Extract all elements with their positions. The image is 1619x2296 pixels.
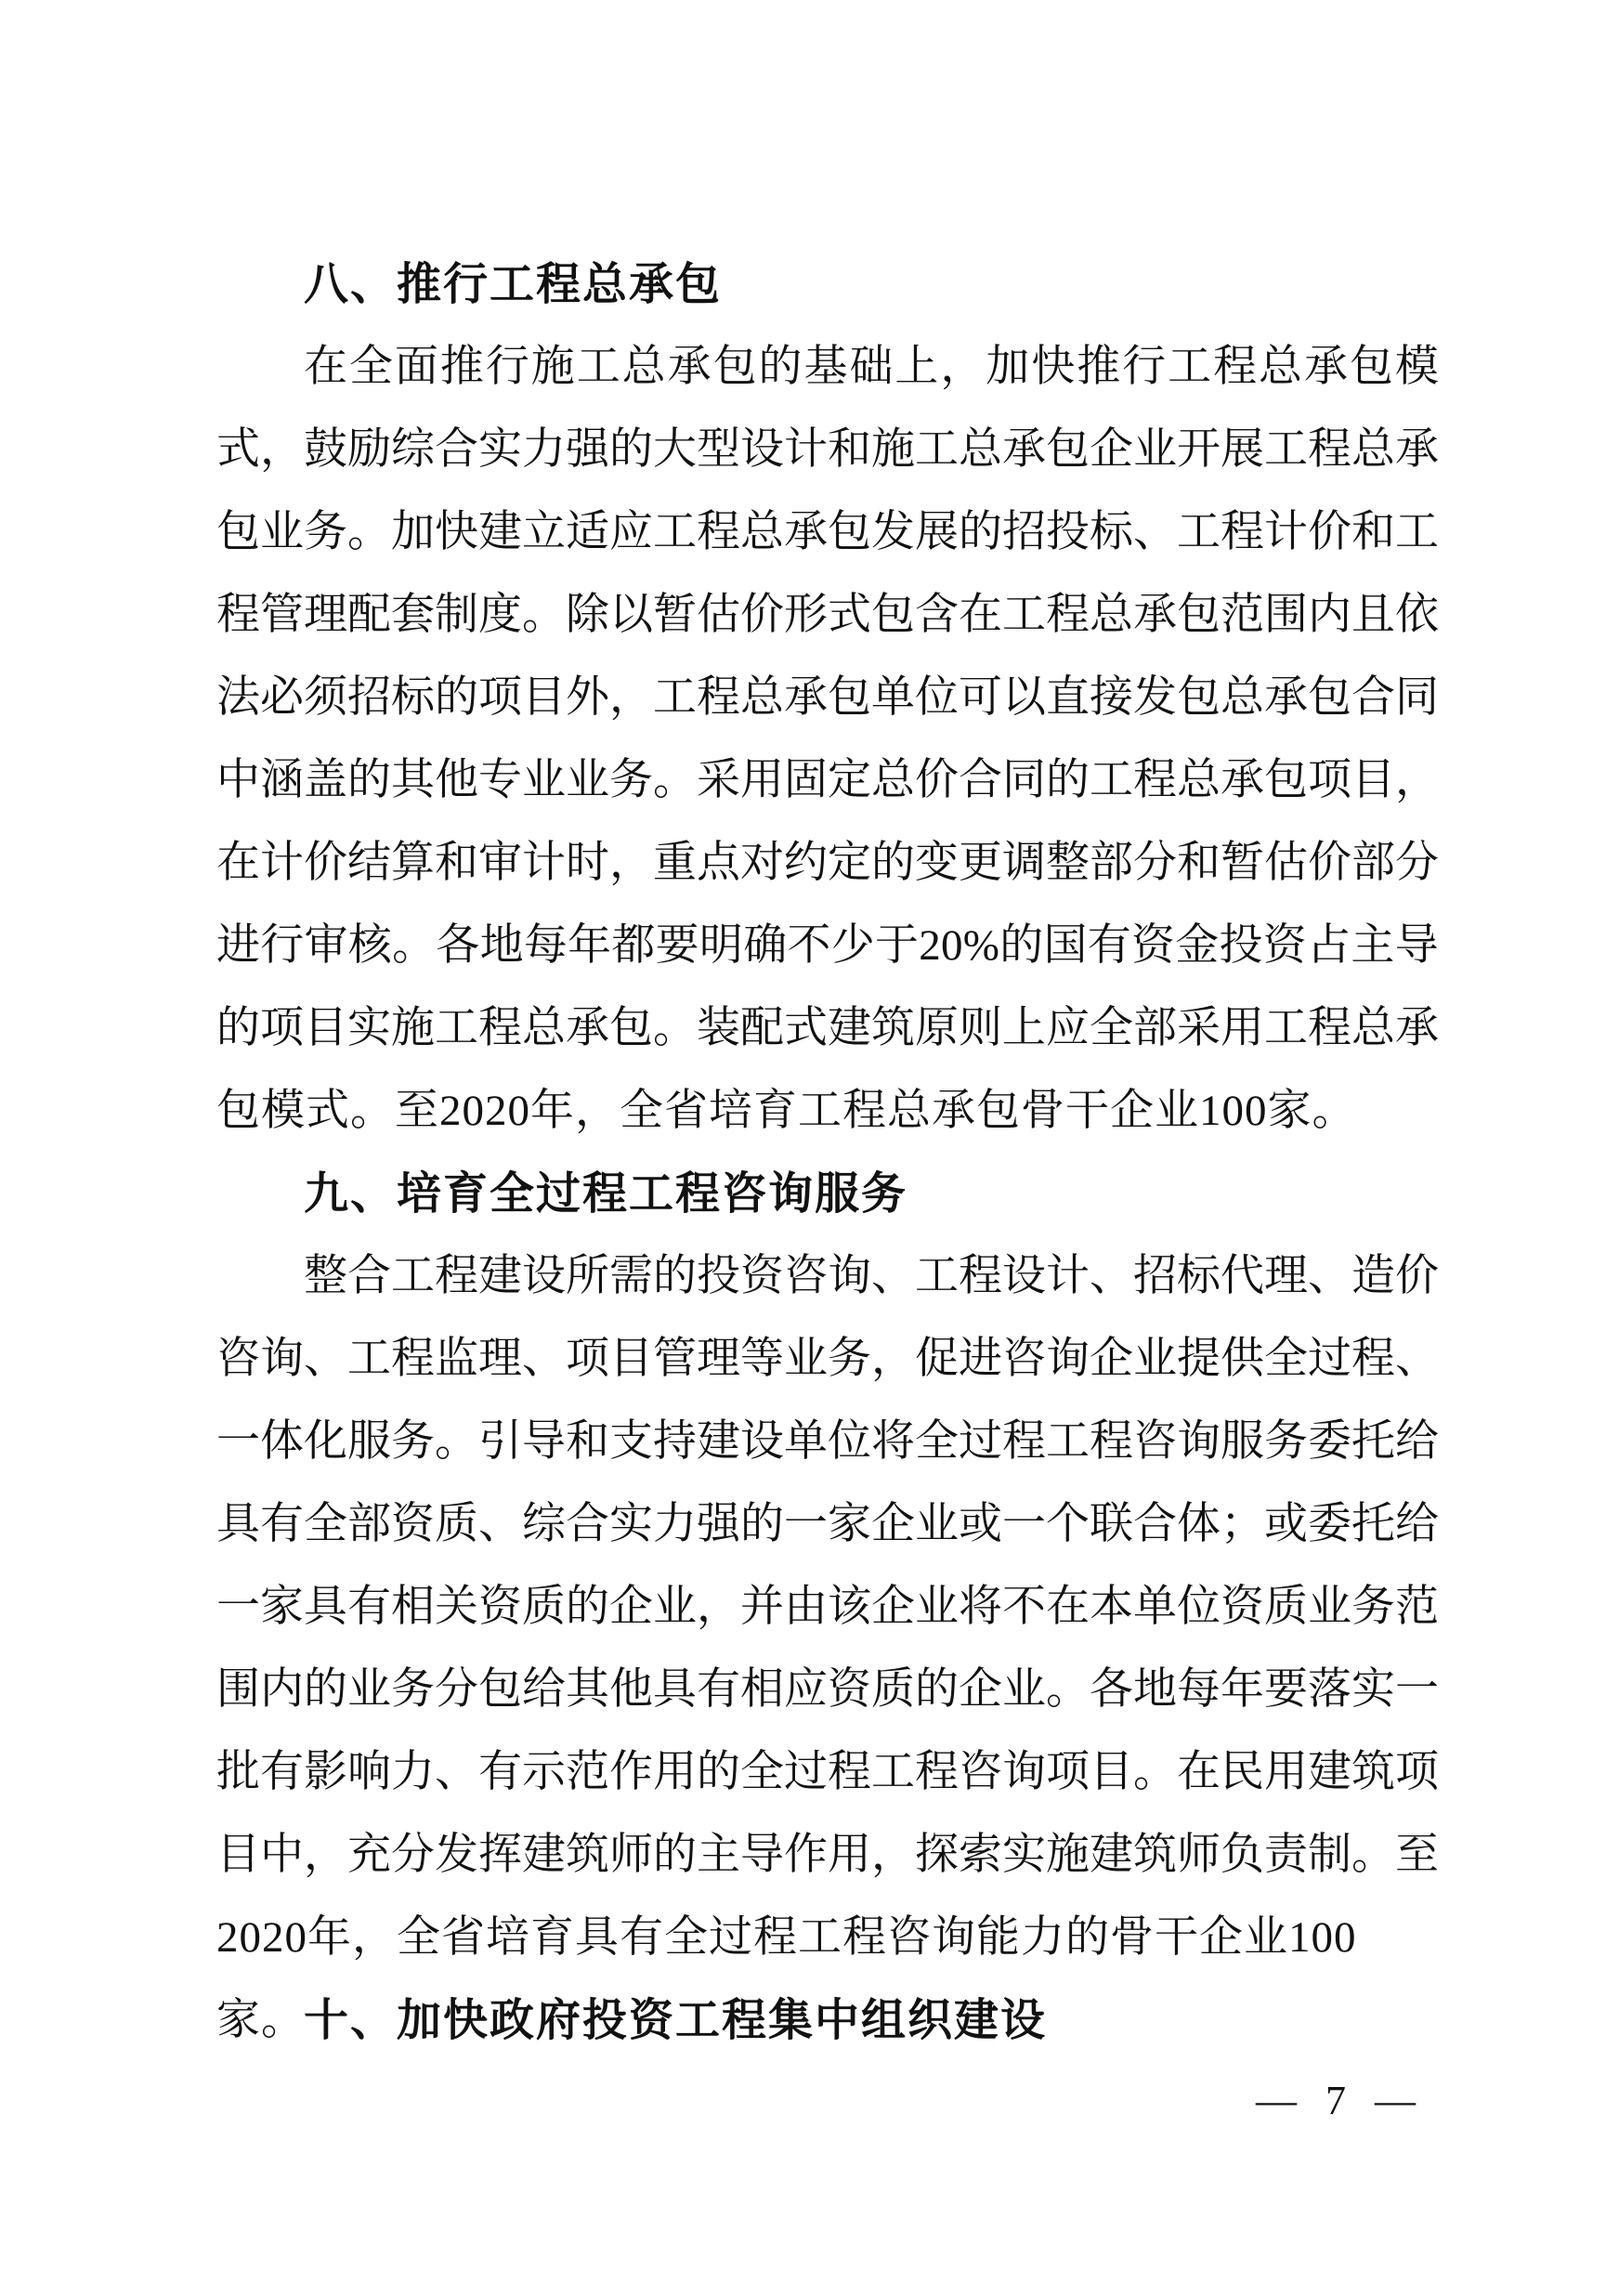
section-heading: 八、推行工程总承包 [304, 260, 723, 309]
text-line: 式 ， 鼓 励 综 合 实 力 强 的 大 型 设 计 和 施 工 总 承 包 企 业 开 展 工 程 总 承 [216, 425, 1439, 474]
text-line: 批 有 影 响 力 、 有 示 范 作 用 的 全 过 程 工 程 咨 询 项 目 。 在 民 用 建 筑 项 [216, 1748, 1439, 1796]
section-heading: 九、培育全过程工程咨询服务 [304, 1169, 908, 1219]
text-line: 中 涵 盖 的 其 他 专 业 业 务 。 采 用 固 定 总 价 合 同 的 工 程 总 承 包 项 目 ， [216, 756, 1439, 804]
text-line: 法 必 须 招 标 的 项 目 外 ， 工 程 总 承 包 单 位 可 以 直 接 发 包 总 承 包 合 同 [216, 673, 1439, 722]
text-line: 的 项 目 实 施 工 程 总 承 包 。 装 配 式 建 筑 原 则 上 应 全 部 采 用 工 程 总 承 [216, 1004, 1439, 1052]
text-line: 包 业 务 。 加 快 建 立 适 应 工 程 总 承 包 发 展 的 招 投 标 、 工 程 计 价 和 工 [216, 508, 1439, 556]
text-line: 程 管 理 配 套 制 度 。 除 以 暂 估 价 形 式 包 含 在 工 程 总 承 包 范 围 内 且 依 [216, 591, 1439, 639]
text-line: 包模式。至2020年，全省培育工程总承包骨干企业100家。 [216, 1087, 1357, 1135]
text-line: 一 家 具 有 相 关 资 质 的 企 业 ， 并 由 该 企 业 将 不 在 本 单 位 资 质 业 务 范 [216, 1583, 1439, 1631]
text-line: 整 合 工 程 建 设 所 需 的 投 资 咨 询 、 工 程 设 计 、 招 标 代 理 、 造 价 [304, 1252, 1439, 1300]
text-line: 进 行 审 核 。 各 地 每 年 都 要 明 确 不 少 于 2 0 % 的 国 有 资 金 投 资 占 主 导 [216, 921, 1439, 970]
document-body [216, 243, 1439, 2062]
text-line: 在 全 面 推 行 施 工 总 承 包 的 基 础 上 ， 加 快 推 行 工 程 总 承 包 模 [304, 343, 1439, 391]
section-heading: 十、加快政府投资工程集中组织建设 [304, 1996, 1048, 2045]
text-line: 2020年，全省培育具有全过程工程咨询能力的骨干企业100家。 [216, 1913, 1357, 2044]
text-line: 一 体 化 服 务 。 引 导 和 支 持 建 设 单 位 将 全 过 程 工 程 咨 询 服 务 委 托 给 [216, 1417, 1439, 1466]
text-line: 在 计 价 结 算 和 审 计 时 ， 重 点 对 约 定 的 变 更 调 整 部 分 和 暂 估 价 部 分 [216, 839, 1439, 887]
text-line: 目 中 ， 充 分 发 挥 建 筑 师 的 主 导 作 用 ， 探 索 实 施 建 筑 师 负 责 制 。 至 [216, 1831, 1439, 1879]
text-line: 围 内 的 业 务 分 包 给 其 他 具 有 相 应 资 质 的 企 业 。 各 地 每 年 要 落 实 一 [216, 1665, 1439, 1714]
text-line: 咨 询 、 工 程 监 理 、 项 目 管 理 等 业 务 ， 促 进 咨 询 企 业 提 供 全 过 程 、 [216, 1335, 1439, 1383]
page-number: — 7 — [1256, 2078, 1425, 2123]
text-line: 具 有 全 部 资 质 、 综 合 实 力 强 的 一 家 企 业 或 一 个 联 合 体 ； 或 委 托 给 [216, 1500, 1439, 1548]
